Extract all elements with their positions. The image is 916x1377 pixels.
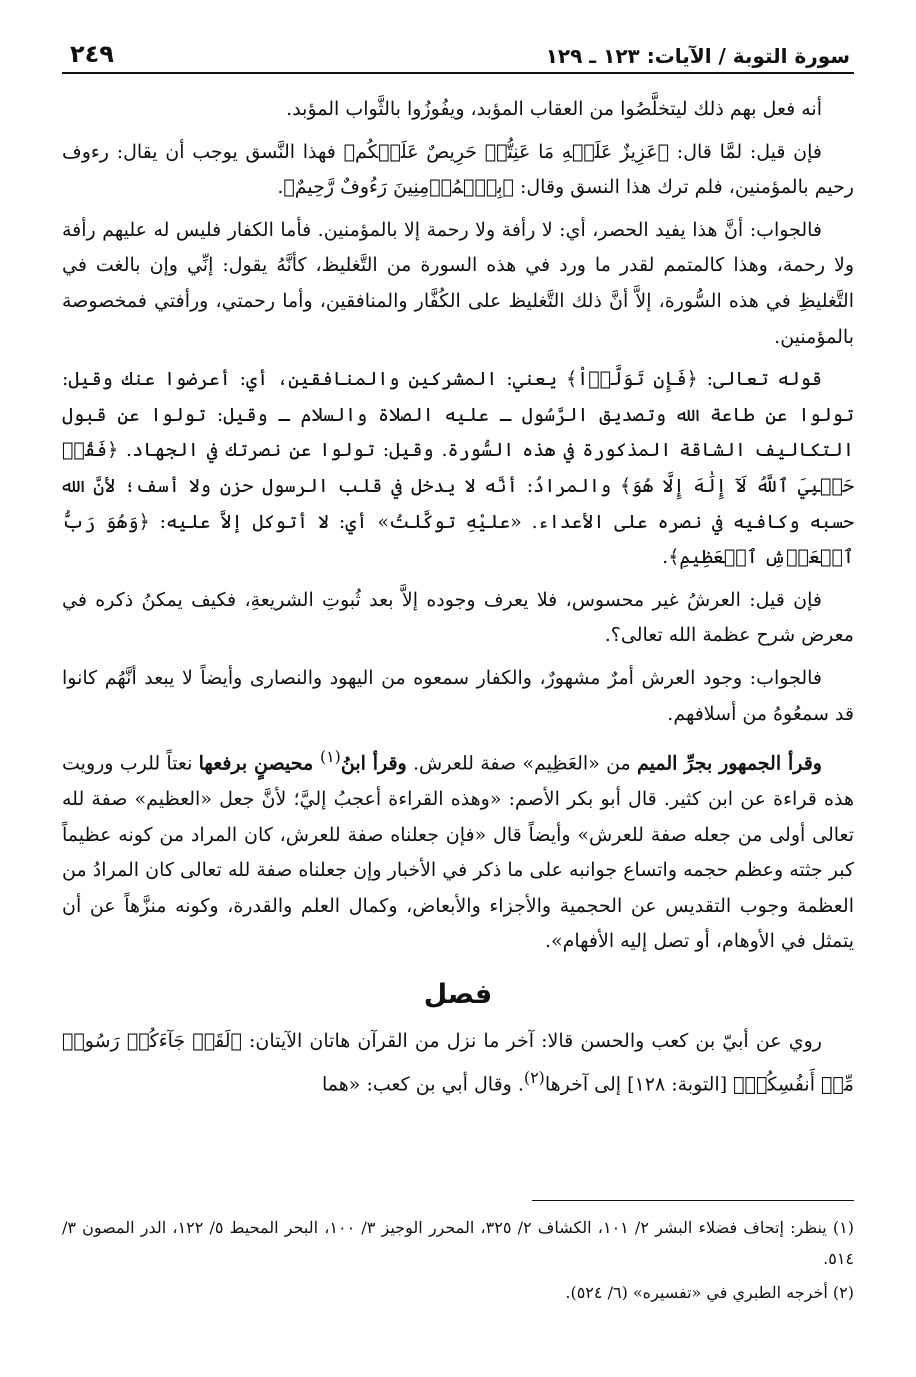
paragraph xyxy=(62,1024,854,1103)
page-number: ٢٤٩ xyxy=(70,40,114,68)
bold-phrase: وقرأ ابنُ xyxy=(340,752,407,775)
bold-phrase: وقرأ الجمهور بجرِّ الميم xyxy=(636,752,822,775)
paragraph: فالجواب: وجود العرش أمرٌ مشهورٌ، والكفار سمعوه من اليهود والنصارى وأيضاً لا يبعد أنَّهُم كانوا قد سمعُوهُ من أسلافهم. xyxy=(62,666,854,725)
footnote-divider xyxy=(532,1200,854,1201)
text-run: نعتاً للرب ورويت هذه قراءة عن ابن كثير. قال أبو بكر الأصم: «وهذه القراءة أعجبُ إليَّ؛ لأنَّ جعل «العظيم» صفة لله تعالى أولى من جعله صفة للعرش» وأيضاً قال «فإن جعلناه صفة للعرش، كان المراد من كونه عظيماً كبر جثته وعظم حجمه واتساع جوانبه على ما ذكر في الأخبار وإن جعلناه صفة لله تعالى كان المرادُ من العظمة وجوب التقديس عن الحجمية والأجزاء والأبعاض، وكمال العلم والقدرة، وكونه منزَّهاً عن أن يتمثل في الأوهام، أو تصل إليه الأفهام». xyxy=(62,752,854,953)
running-head: سورة التوبة / الآيات: ١٢٣ ـ ١٢٩ xyxy=(545,44,850,68)
paragraph: أنه فعل بهم ذلك ليتخلَّصُوا من العقاب المؤبد، ويفُوزُوا بالثَّواب المؤبد. xyxy=(286,98,822,120)
text-run: . وقال أبي بن كعب: «هما xyxy=(321,1072,524,1095)
qiraat-paragraph xyxy=(62,739,854,960)
paragraph: فإن قيل: العرشُ غير محسوس، فلا يعرف وجوده إلاَّ بعد ثُبوتِ الشريعةِ، فكيف يمكنُ ذكره في معرض شرح عظمة الله تعالى؟. xyxy=(62,588,854,647)
section-title: فصل xyxy=(423,978,493,1010)
paragraph: فإن قيل: لمَّا قال: ﴿عَزِيزٌ عَلَيۡهِ مَا عَنِتُّمۡ حَرِيصٌ عَلَيۡكُم﴾ فهذا النَّسق يوجب أن يقال: رءوف رحيم بالمؤمنين، فلم ترك هذا النسق وقال: ﴿بِٱلۡمُؤۡمِنِينَ رَءُوفٌ رَّحِيمٌ﴾. xyxy=(62,140,854,199)
footnote: (٢) أخرجه الطبري في «تفسيره» (٦/ ٥٢٤). xyxy=(565,1283,854,1302)
bold-phrase: محيصنٍ برفعها xyxy=(198,752,320,775)
footnote-ref: (١) xyxy=(319,747,341,767)
footnote: (١) ينظر: إتحاف فضلاء البشر ٢/ ١٠١، الكشاف ٢/ ٣٢٥، المحرر الوجيز ٣/ ١٠٠، البحر المحيط ٥/ ١٢٢، الدر المصون ٣/ ٥١٤. xyxy=(62,1218,854,1268)
footnote-ref: (٢) xyxy=(523,1067,545,1087)
text-run: من «العَظِيم» صفة للعرش. xyxy=(406,752,637,775)
page-header xyxy=(62,32,854,74)
text-run: روي عن أبيّ بن كعب والحسن قالا: آخر ما نزل من القرآن هاتان الآيتان: ﴿لَقَدۡ جَآءَكُمۡ رَسُولٞ مِّنۡ أَنفُسِكُمۡ﴾ [التوبة: ١٢٨] إلى آخرها xyxy=(62,1029,854,1095)
paragraph: فالجواب: أنَّ هذا يفيد الحصر، أي: لا رأفة ولا رحمة إلا بالمؤمنين. فأما الكفار فليس له عليهم رأفة ولا رحمة، وهذا كالمتمم لقدر ما ورد في هذه السورة من التَّغليظ، كأنَّهُ يقول: إنِّي وإن بالغت في التَّغليظِ في هذه السُّورة، إلاَّ أنَّ ذلك التَّغليظ على الكُفَّار والمنافقين، وأما رحمتي، ورأفتي فمخصوصة بالمؤمنين. xyxy=(62,218,854,348)
footnotes xyxy=(62,1212,854,1311)
main-text xyxy=(62,92,854,1110)
paragraph: قوله تعالى: ﴿فَإِن تَوَلَّوۡاْ﴾ يعني: المشركين والمنافقين، أي: أعرضوا عنك وقيل: تولوا عن طاعة الله وتصديق الرَّسُول ـ عليه الصلاة والسلام ـ وقيل: تولوا عن قبول التكاليف الشاقة المذكورة في هذه السُّورة. وقيل: تولوا عن نصرتك في الجهاد. ﴿فَقُلۡ حَسۡبِيَ ٱللَّهُ لَآ إِلَٰهَ إِلَّا هُوَ﴾ والمرادُ: أنَّه لا يدخل في قلب الرسول حزن ولا أسف؛ لأنَّ الله حسبه وكافيه في نصره على الأعداء. «عليْهِ توكَّلتُ» أي: لا أتوكل إلاَّ عليه: ﴿وَهُوَ رَبُّ ٱلۡعَرۡشِ ٱلۡعَظِيمِ﴾. xyxy=(62,368,854,569)
